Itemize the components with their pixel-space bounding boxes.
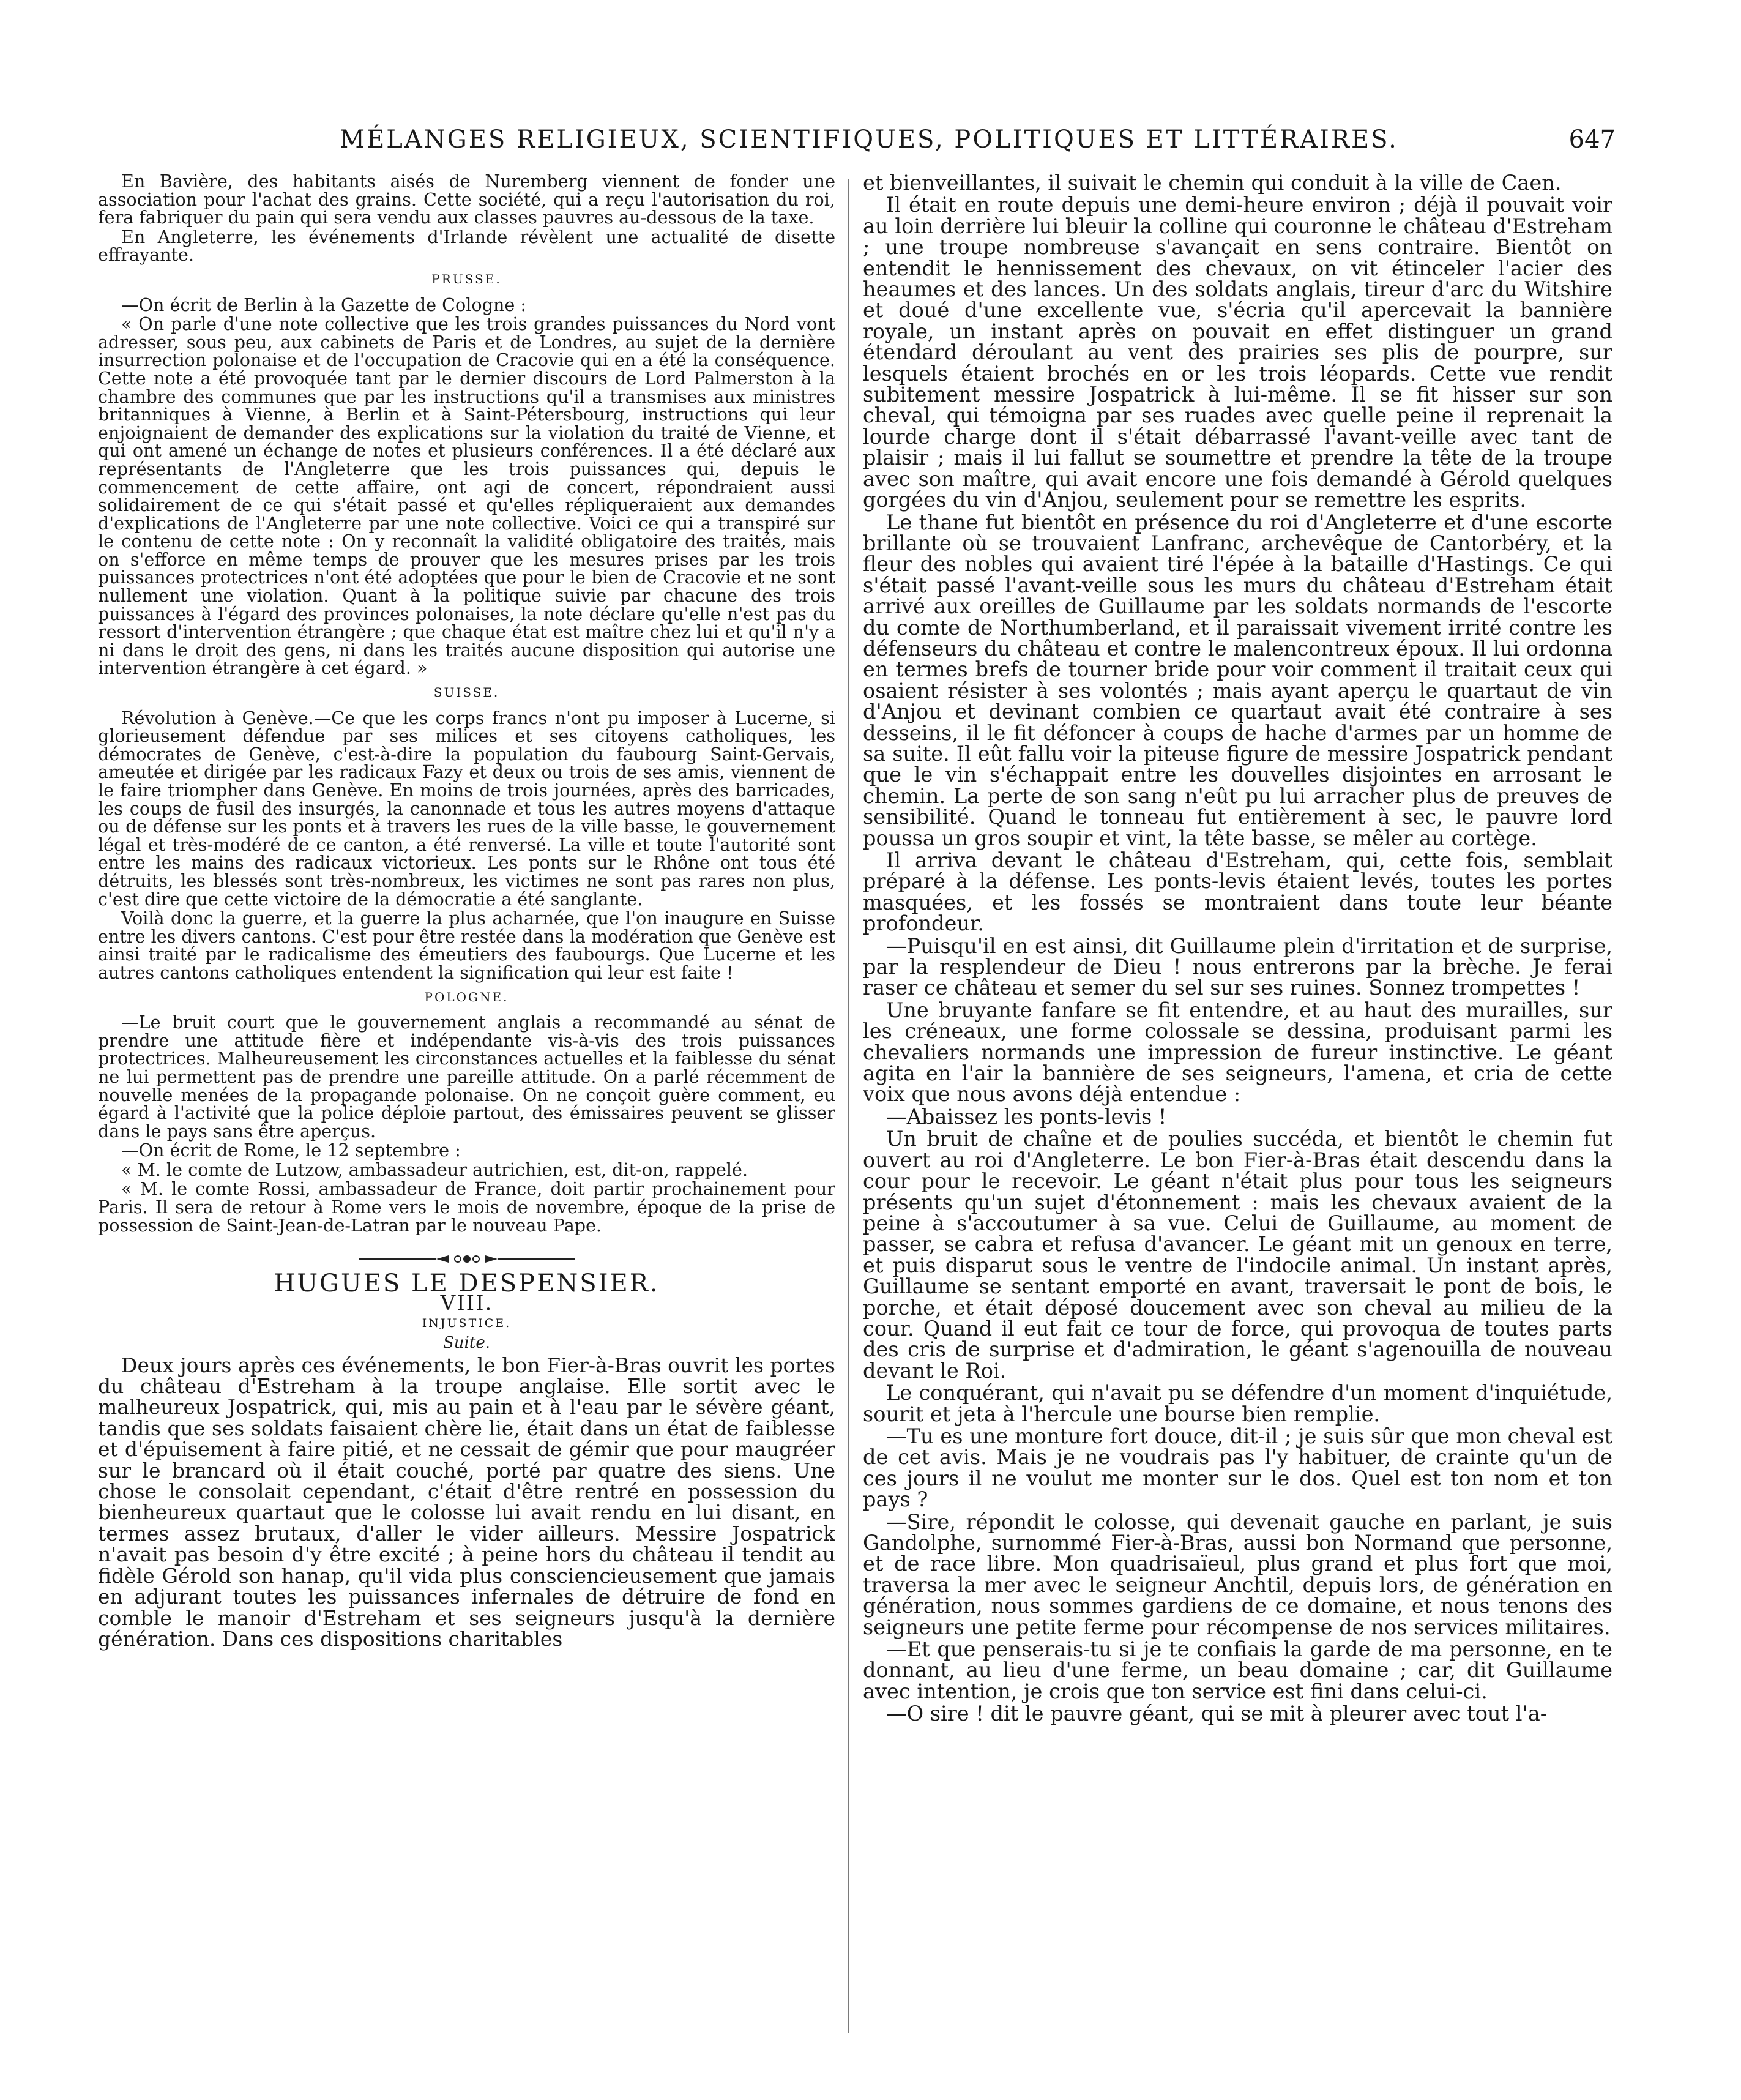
story-paragraph: —O sire ! dit le pauvre géant, qui se mit à pleurer avec tout l'a- <box>886 1702 1548 1726</box>
story-paragraph: —Puisqu'il en est ainsi, dit Guillaume plein d'irritation et de surprise, par la resplendeur de Dieu ! nous entrerons par la brèche. Je ferai raser ce château et semer du sel sur ses ruines. Sonnez trompettes ! <box>863 933 1612 1000</box>
story-paragraph: Il arriva devant le château d'Estreham, qui, cette fois, semblait préparé à la défense. Les ponts-levis étaient levés, toutes les portes masquées, et les fossés se montraient dans toute leur béante profondeur. <box>863 848 1612 936</box>
news-paragraph: « M. le comte de Lutzow, ambassadeur autrichien, est, dit-on, rappelé. <box>121 1159 748 1180</box>
story-title: HUGUES LE DESPENSIER. <box>274 1269 660 1298</box>
story-paragraph: —Et que penserais-tu si je te confiais la garde de ma personne, en te donnant, au lieu d'une ferme, un beau domaine ; car, dit Guillaume avec intention, je crois que ton service est fini dans celui-ci. <box>863 1637 1612 1703</box>
story-paragraph: Une bruyante fanfare se fit entendre, et au haut des murailles, sur les créneaux, une forme colossale se dessina, produisant parmi les chevaliers normands une impression de fureur instinctive. Le géant agita en l'air la bannière de ses seigneurs, l'amena, et cria de cette voix que nous avons déjà entendue : <box>863 998 1612 1107</box>
story-paragraph: Le conquérant, qui n'avait pu se défendre d'un moment d'inquiétude, sourit et jeta à l'hercule une bourse bien remplie. <box>863 1381 1612 1426</box>
news-paragraph: —On écrit de Berlin à la Gazette de Cologne : <box>121 294 526 315</box>
news-paragraph: En Bavière, des habitants aisés de Nuremberg viennent de fonder une association pour l'achat des grains. Cette société, qui a reçu l'autorisation du roi, fera fabriquer du pain qui sera vendu aux classes pauvres au-dessous de la taxe. <box>98 173 835 228</box>
news-paragraph: Voilà donc la guerre, et la guerre la plus acharnée, que l'on inaugure en Suisse entre les divers cantons. C'est pour être restée dans la modération que Genève est ainsi traité par le radicalisme des émeutiers des faubourgs. Que Lucerne et les autres cantons catholiques entendent la signification qui leur est faite ! <box>98 908 835 983</box>
section-heading-suisse: SUISSE. <box>433 685 500 700</box>
running-title: MÉLANGES RELIGIEUX, SCIENTIFIQUES, POLITIQUES ET LITTÉRAIRES. <box>340 125 1398 154</box>
story-paragraph: Il était en route depuis une demi-heure environ ; déjà il pouvait voir au loin derrière lui bleuir la colline qui couronne le château d'Estreham ; une troupe nombreuse s'avançait en sens contraire. Bientôt on entendit le hennissement des chevaux, on vit étinceler l'acier des heaumes et des lances. Un des soldats anglais, tireur d'arc du Witshire et doué d'une excellente vue, s'écria qu'il apercevait la bannière royale, un instant après on pouvait en effet distinguer un grand étendard déroulant au vent des prairies ses plis de pourpre, sur lesquels étaient brochés en or les trois léopards. Cette vue rendit subitement messire Jospatrick à lui-même. Il se fit hisser sur son cheval, qui témoigna par ses ruades avec quelle peine il reprenait la lourde charge dont il s'était débarrassé l'avant-veille avec tant de plaisir ; mais il lui fallut se soumettre et prendre la tête de la troupe avec son maître, qui avait encore une fois demandé à Gérold quelques gorgées du vin d'Anjou, seulement pour se remettre les esprits. <box>863 193 1612 512</box>
story-paragraph: et bienveillantes, il suivait le chemin qui conduit à la ville de Caen. <box>863 173 1562 195</box>
story-paragraph: —Abaissez les ponts-levis ! <box>886 1104 1167 1129</box>
news-paragraph: « On parle d'une note collective que les trois grandes puissances du Nord vont adresser, sous peu, aux cabinets de Paris et de Londres, au sujet de la dernière insurrection polonaise et de l'occupation de Cracovie qui en a été la conséquence. Cette note a été provoquée tant par le dernier discours de Lord Palmerston à la chambre des communes que par les instructions qu'il a transmises aux ministres britanniques à Vienne, à Berlin et à Saint-Pétersbourg, instructions qui leur enjoignaient de demander des explications sur la violation du traité de Vienne, et qui ont amené un échange de notes et plusieurs conférences. Il a été déclaré aux représentants de l'Angleterre que les trois puissances qui, depuis le commencement de cette affaire, ont agi de concert, répondraient aussi solidairement de ce qui s'était passé et qu'elles répliqueraient aux demandes d'explications de l'Angleterre par une note collective. Voici ce qui a transpiré sur le contenu de cette note : On y reconnaît la validité obligatoire des traités, mais on s'efforce en même temps de prouver que les mesures prises par les trois puissances protectrices n'ont été adoptées que pour le bien de Cracovie et ne sont nullement une violation. Quant à la politique suivie par chacune des trois puissances à l'égard des provinces polonaises, la note déclare qu'elle n'est pas du ressort d'intervention étrangère ; que chaque état est maître chez lui et qu'il n'y a ni dans le droit des gens, ni dans les traités aucune disposition qui autorise une intervention étrangère à cet égard. » <box>98 313 835 679</box>
right-column <box>863 173 1612 2033</box>
story-paragraph: Un bruit de chaîne et de poulies succéda, et bientôt le chemin fut ouvert au roi d'Angleterre. Le bon Fier-à-Bras était descendu dans la cour pour le recevoir. Le géant n'était plus pour tous les seigneurs présents qu'un sujet d'étonnement : mais les chevaux avaient de la peine à s'accoutumer à sa vue. Celui de Guillaume, au moment de passer, se cabra et refusa d'avancer. Le géant mit un genoux en terre, et puis disparut sous le ventre de l'indocile animal. Un instant après, Guillaume se sentant emporté en avant, traversait le pont de bois, le porche, et était déposé doucement avec son cheval au milieu de la cour. Quand il eut fait ce tour de force, qui provoqua de toutes parts des cris de surprise et d'admiration, le géant s'agenouilla de nouveau devant le Roi. <box>863 1127 1612 1383</box>
news-paragraph: En Angleterre, les événements d'Irlande révèlent une actualité de disette effrayante. <box>98 226 835 266</box>
story-paragraph: —Sire, répondit le colosse, qui devenait gauche en parlant, je suis Gandolphe, surnommé Fier-à-Bras, aussi bon Normand que personne, et de race libre. Mon quadrisaïeul, plus grand et plus fort que moi, traversa la mer avec le seigneur Anchtil, depuis lors, de génération en génération, nous sommes gardiens de ce domaine, et nous tenons des seigneurs une petite ferme pour récompense de nos services militaires. <box>863 1509 1612 1639</box>
section-heading-prusse: PRUSSE. <box>431 271 502 286</box>
news-paragraph: —On écrit de Rome, le 12 septembre : <box>121 1140 461 1161</box>
chapter-number: VIII. <box>440 1290 493 1315</box>
ornament-divider <box>357 1252 577 1266</box>
chapter-subtitle: Suite. <box>443 1334 490 1353</box>
column-divider <box>848 179 849 2033</box>
running-head <box>122 125 1616 162</box>
page-number: 647 <box>1568 125 1616 154</box>
news-paragraph: « M. le comte Rossi, ambassadeur de France, doit partir prochainement pour Paris. Il sera de retour à Rome vers le mois de novembre, époque de la prise de possession de Saint-Jean-de-Latran par le nouveau Pape. <box>98 1178 835 1236</box>
news-paragraph: Révolution à Genève.—Ce que les corps francs n'ont pu imposer à Lucerne, si glorieusement défendue par ses milices et ses citoyens catholiques, les démocrates de Genève, c'est-à-dire la population du faubourg Saint-Gervais, ameutée et dirigée par les radicaux Fazy et deux ou trois de ses amis, viennent de le faire triompher dans Genève. En moins de trois journées, après des barricades, les coups de fusil des insurgés, la canonnade et tous les autres moyens d'attaque ou de défense sur les ponts et à travers les rues de la ville basse, le gouvernement légal et très-modéré de ce canton, a été renversé. La ville et toute l'autorité sont entre les mains des radicaux victorieux. Les ponts sur le Rhône ont tous été détruits, les blessés sont très-nombreux, les victimes ne sont pas rares non plus, c'est dire que cette victoire de la démocratie a été sanglante. <box>98 707 835 910</box>
story-paragraph: Le thane fut bientôt en présence du roi d'Angleterre et d'une escorte brillante où se trouvaient Lanfranc, archevêque de Cantorbéry, et la fleur des nobles qui avaient tiré l'épée à la bataille d'Hastings. Ce qui s'était passé l'avant-veille sous les murs du château d'Estreham était arrivé aux oreilles de Guillaume par les soldats normands de l'escorte du comte de Northumberland, et il paraissait vivement irrité contre les défenseurs du château et contre le malencontreux époux. Il lui ordonna en termes brefs de tourner bride pour voir comment il traitait ceux qui osaient résister à ses volontés ; mais ayant aperçu le quartaut de vin d'Anjou et devinant combien ce quartaut avait été contraire à ses desseins, il le fit défoncer à coups de hache d'armes par un homme de sa suite. Il eût fallu voir la piteuse figure de messire Jospatrick pendant que le vin s'échappait entre les douvelles disjointes en arrosant le chemin. La perte de son sang n'eût pu lui arracher plus de preuves de sensibilité. Quand le tonneau fut entièrement à sec, le pauvre lord poussa un gros soupir et vint, la tête basse, se mêler au cortège. <box>863 510 1612 850</box>
story-paragraph: —Tu es une monture fort douce, dit-il ; je suis sûr que mon cheval est de cet avis. Mais je ne voudrais pas l'y habituer, de crainte qu'un de ces jours il ne voulut me monter sur le dos. Quel est ton nom et ton pays ? <box>863 1424 1612 1512</box>
left-column <box>98 173 835 2033</box>
story-paragraph: Deux jours après ces événements, le bon Fier-à-Bras ouvrit les portes du château d'Estreham à la troupe anglaise. Elle sortit avec le malheureux Jospatrick, qui, mis au pain et à l'eau par le sévère géant, tandis que ses soldats faisaient chère lie, était dans un état de faiblesse et d'épuisement à faire pitié, et ne cessait de gémir que pour maugréer sur le brancard où il était couché, porté par quatre des siens. Une chose le consolait cependant, c'était d'être rentré en possession du bienheureux quartaut que le colosse lui avait rendu en lui disant, en termes assez brutaux, d'aller le vider ailleurs. Messire Jospatrick n'avait pas besoin d'y être excité ; à peine hors du château il tendit au fidèle Gérold son hanap, qu'il vida plus consciencieusement que jamais en adjurant toutes les puissances infernales de détruire de fond en comble le manoir d'Estreham et ses seigneurs jusqu'à la dernière génération. Dans ces dispositions charitables <box>98 1353 835 1651</box>
chapter-title: INJUSTICE. <box>422 1317 512 1331</box>
section-heading-pologne: POLOGNE. <box>424 989 509 1004</box>
news-paragraph: —Le bruit court que le gouvernement anglais a recommandé au sénat de prendre une attitude fière et indépendante vis-à-vis des trois puissances protectrices. Malheureusement les circonstances actuelles et la faiblesse du sénat ne lui permettent pas de prendre une pareille attitude. On a parlé récemment de nouvelle menées de la propagande polonaise. On ne conçoit guère comment, eu égard à l'activité que la police déploie partout, des émissaires peuvent se glisser dans le pays sans être aperçus. <box>98 1012 835 1142</box>
